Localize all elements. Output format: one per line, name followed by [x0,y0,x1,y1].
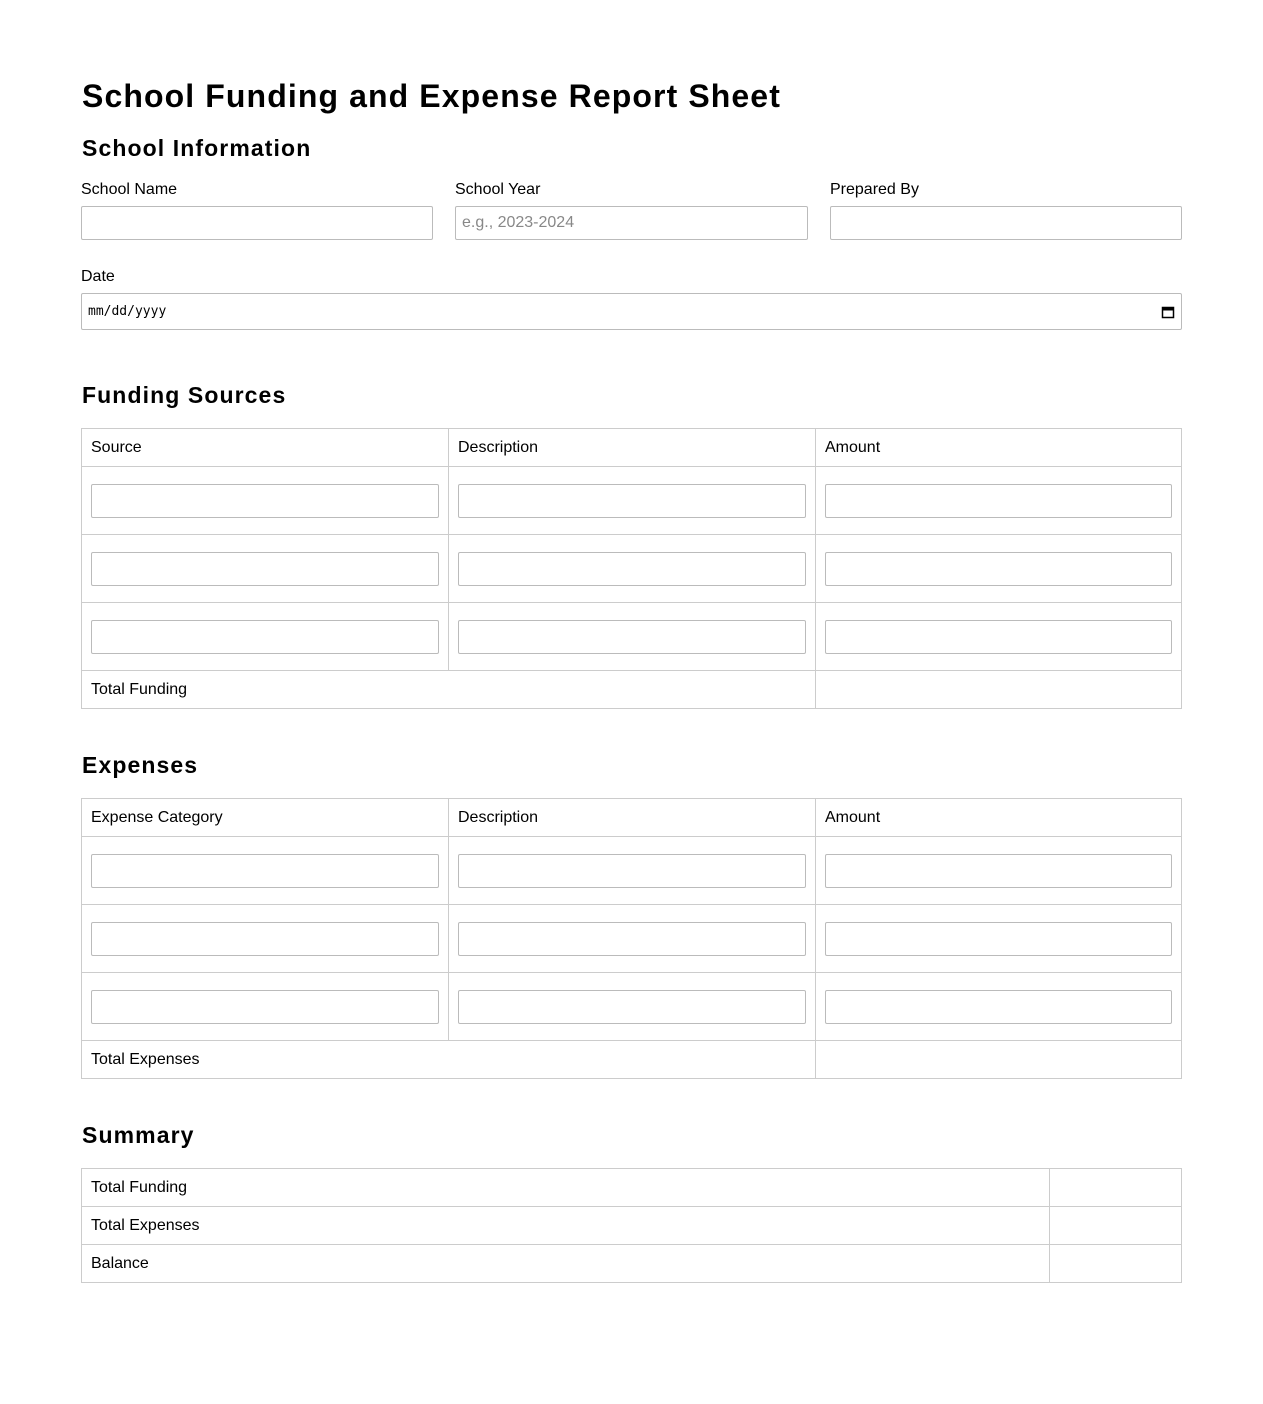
funding-table [81,428,1182,709]
amount-input[interactable] [825,552,1172,586]
school-info-heading: School Information [82,135,312,161]
category-input[interactable] [91,854,439,888]
column-header: Description [449,799,816,837]
amount-input[interactable] [825,990,1172,1024]
amount-input[interactable] [825,922,1172,956]
school-name-input[interactable] [81,206,433,240]
source-input[interactable] [91,620,439,654]
prepared-by-label: Prepared By [830,181,919,198]
table-row [82,467,1182,535]
summary-heading: Summary [82,1122,195,1148]
description-input[interactable] [458,854,806,888]
school-name-label: School Name [81,181,178,198]
table-row [82,603,1182,671]
amount-input[interactable] [825,854,1172,888]
total-expenses-value [816,1041,1182,1079]
summary-value [1050,1207,1182,1245]
table-row [82,837,1182,905]
date-input[interactable] [81,293,1182,330]
calendar-icon[interactable] [1161,305,1175,319]
description-input[interactable] [458,990,806,1024]
column-header: Description [449,429,816,467]
table-row [82,973,1182,1041]
category-input[interactable] [91,922,439,956]
expenses-heading: Expenses [82,752,199,778]
description-input[interactable] [458,484,806,518]
table-row [82,1169,1182,1207]
category-input[interactable] [91,990,439,1024]
summary-value [1050,1245,1182,1283]
column-header: Source [82,429,449,467]
table-row [82,905,1182,973]
column-header: Expense Category [82,799,449,837]
expenses-table [81,798,1182,1079]
table-row [82,535,1182,603]
source-input[interactable] [91,552,439,586]
table-row [82,1207,1182,1245]
total-expenses-label: Total Expenses [82,1041,816,1079]
prepared-by-input[interactable] [830,206,1182,240]
amount-input[interactable] [825,620,1172,654]
description-input[interactable] [458,552,806,586]
column-header: Amount [816,429,1182,467]
school-year-label: School Year [455,181,541,198]
summary-value [1050,1169,1182,1207]
summary-label: Total Expenses [82,1207,1050,1245]
date-label: Date [81,268,115,285]
total-funding-label: Total Funding [82,671,816,709]
table-row [82,1245,1182,1283]
description-input[interactable] [458,620,806,654]
page-title: School Funding and Expense Report Sheet [82,78,781,114]
total-funding-value [816,671,1182,709]
school-year-input[interactable] [455,206,808,240]
funding-heading: Funding Sources [82,382,287,408]
summary-label: Balance [82,1245,1050,1283]
date-placeholder: mm/dd/yyyy [88,304,167,319]
summary-label: Total Funding [82,1169,1050,1207]
summary-table [81,1168,1182,1283]
column-header: Amount [816,799,1182,837]
amount-input[interactable] [825,484,1172,518]
source-input[interactable] [91,484,439,518]
description-input[interactable] [458,922,806,956]
